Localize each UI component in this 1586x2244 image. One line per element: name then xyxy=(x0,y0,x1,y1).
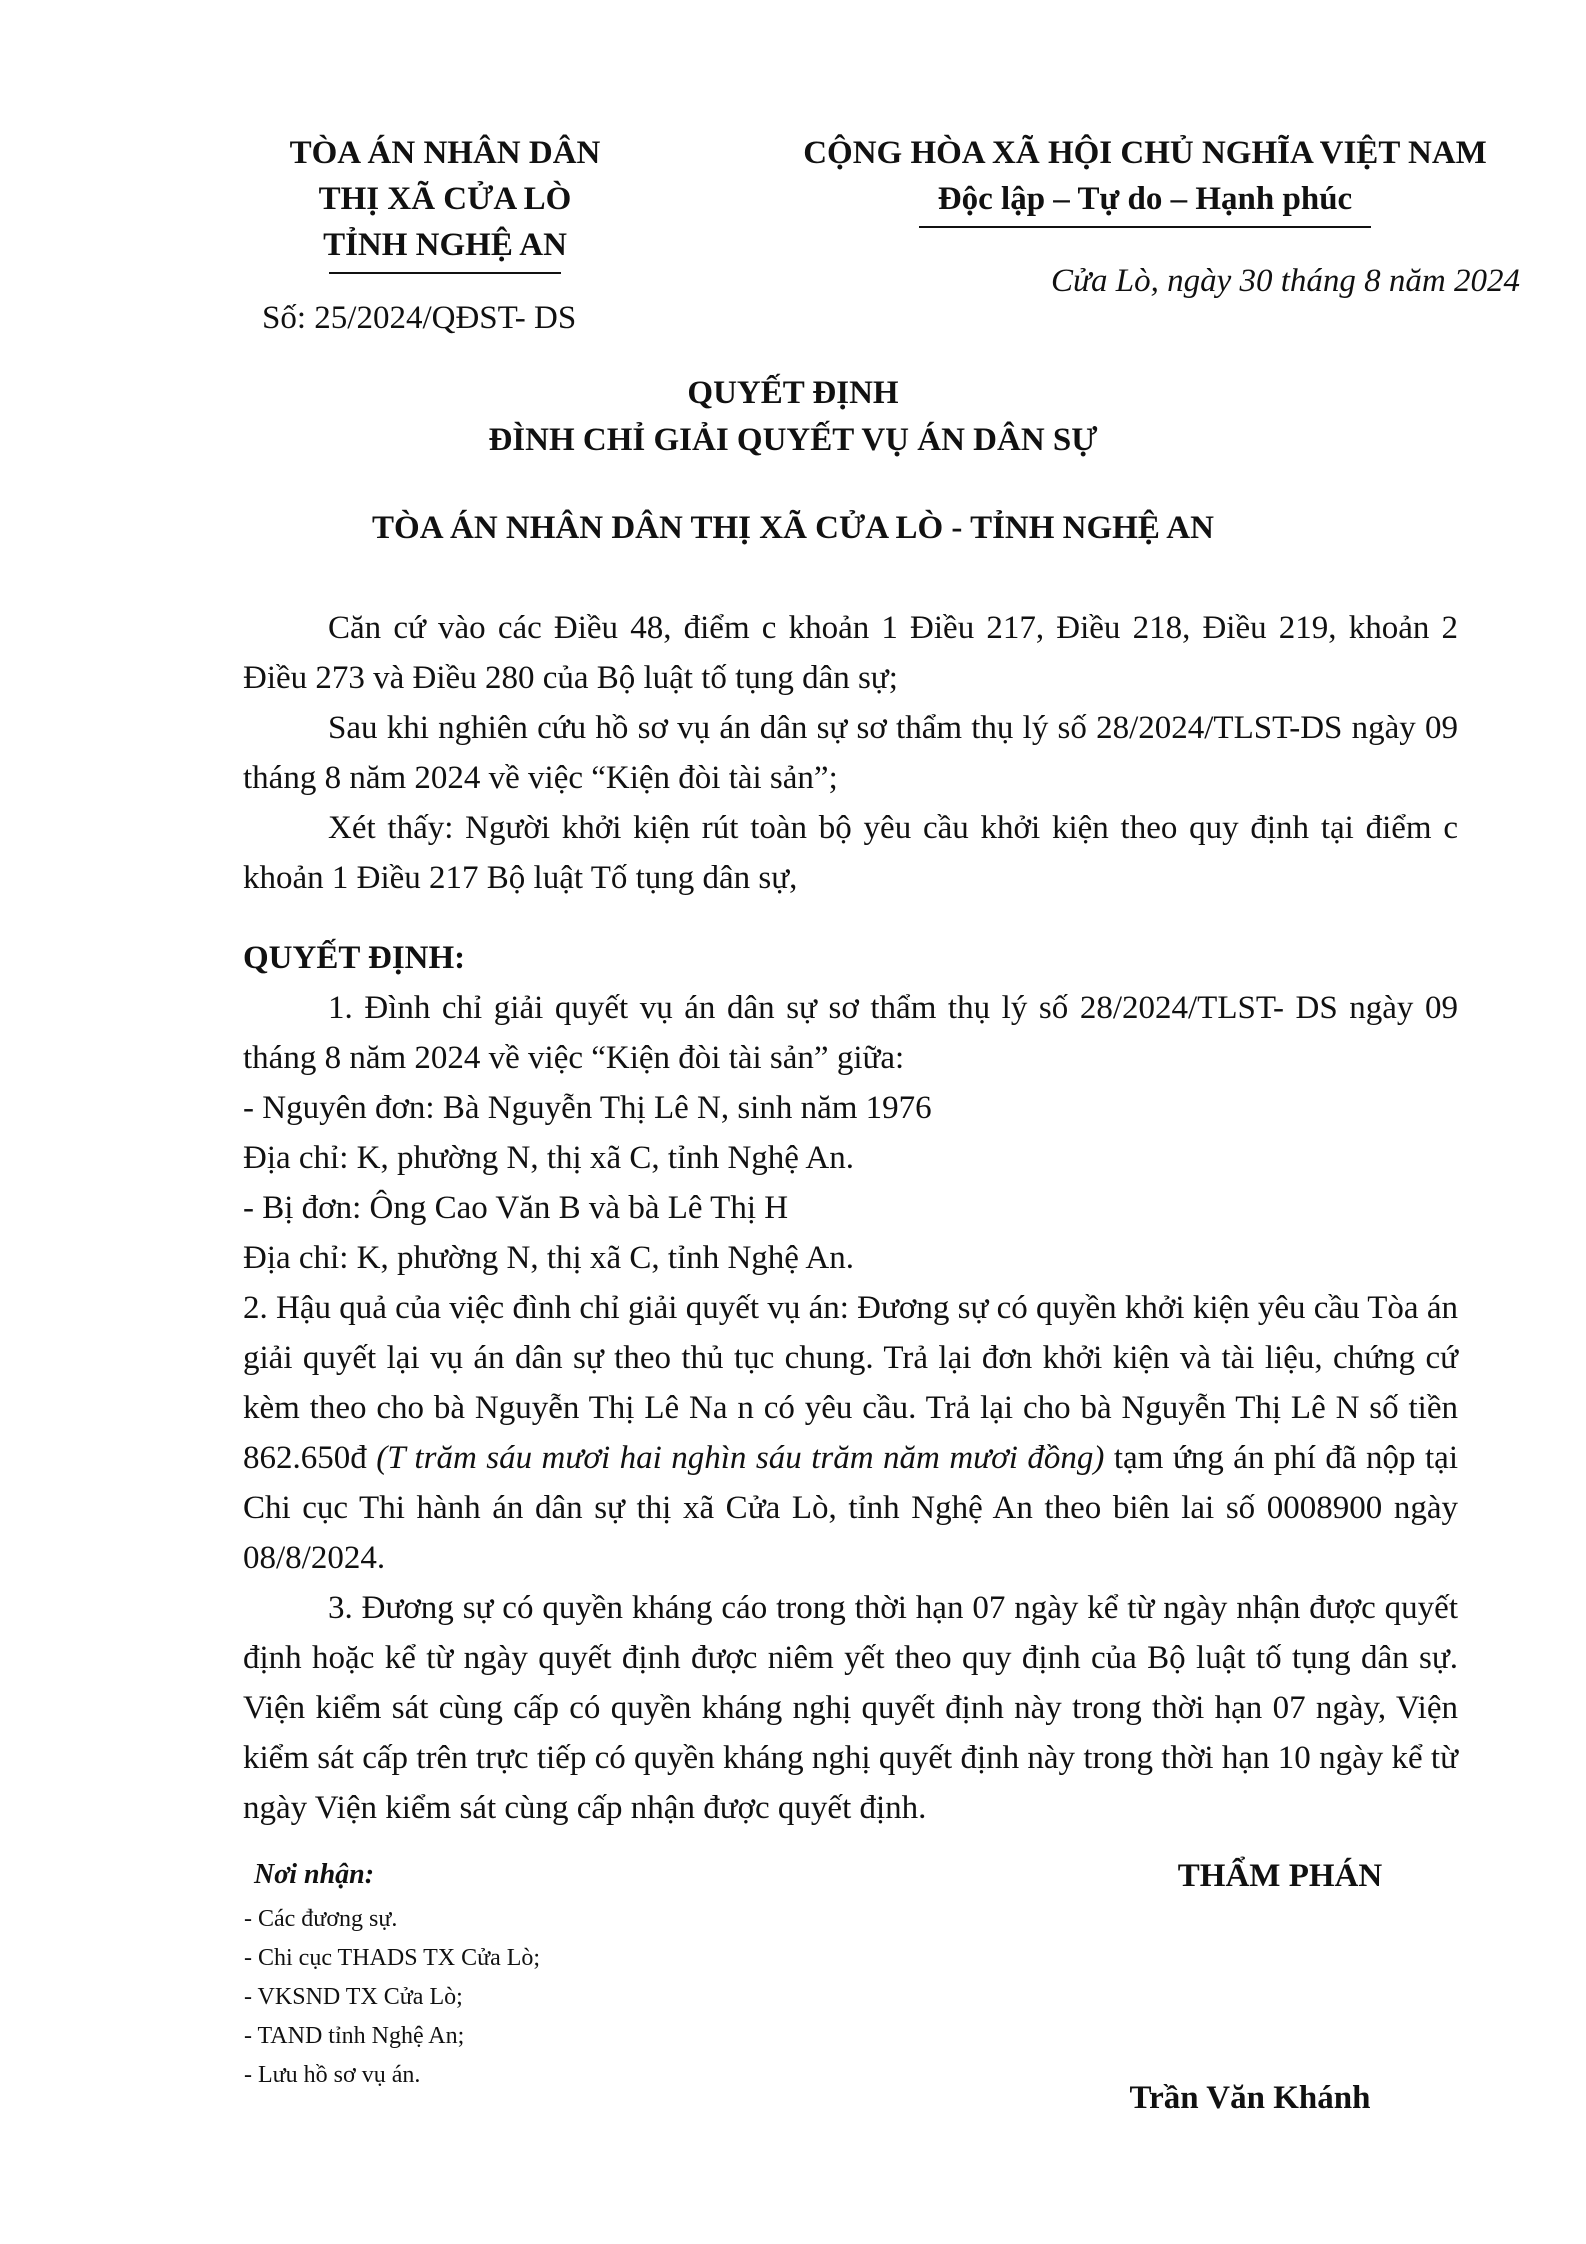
decision-item-2 xyxy=(243,1283,1458,1583)
national-header xyxy=(775,130,1515,228)
recipient-item: - TAND tỉnh Nghệ An; xyxy=(244,2023,465,2049)
defendant-address: Địa chỉ: K, phường N, thị xã C, tỉnh Nghệ An. xyxy=(243,1240,854,1276)
recipients-block xyxy=(244,1855,804,2095)
decision-item-1: 1. Đình chỉ giải quyết vụ án dân sự sơ thẩm thụ lý số 28/2024/TLST- DS ngày 09 tháng 8 năm 2024 về việc “Kiện đòi tài sản” giữa: xyxy=(243,990,1458,1076)
place-date: Cửa Lò, ngày 30 tháng 8 năm 2024 xyxy=(1050,263,1520,299)
recipient-item: - Các đương sự. xyxy=(244,1906,398,1932)
motto-underline xyxy=(919,226,1371,228)
recipient-item: - VKSND TX Cửa Lò; xyxy=(244,1984,463,2010)
court-name-line3: TỈNH NGHỆ AN xyxy=(323,227,567,263)
document-title: QUYẾT ĐỊNH xyxy=(687,375,899,411)
recipients-title: Nơi nhận: xyxy=(254,1859,375,1890)
court-name-line1: TÒA ÁN NHÂN DÂN xyxy=(289,135,601,171)
court-name-line2: THỊ XÃ CỬA LÒ xyxy=(318,181,572,217)
judge-title: THẨM PHÁN xyxy=(1177,1858,1383,1894)
document-body xyxy=(243,603,1458,1833)
document-subtitle: ĐÌNH CHỈ GIẢI QUYẾT VỤ ÁN DÂN SỰ xyxy=(488,422,1098,458)
amount-in-words: (T trăm sáu mươi hai nghìn sáu trăm năm mươi đồng) xyxy=(376,1440,1105,1476)
court-header-underline xyxy=(329,272,561,274)
national-motto: Độc lập – Tự do – Hạnh phúc xyxy=(937,181,1353,217)
decision-item-3: 3. Đương sự có quyền kháng cáo trong thời hạn 07 ngày kể từ ngày nhận được quyết định hoặc kể từ ngày quyết định được niêm yết theo quy định của Bộ luật tố tụng dân sự. Viện kiểm sát cùng cấp có quyền kháng nghị quyết định này trong thời hạn 07 ngày, Viện kiểm sát cấp trên trực tiếp có quyền kháng nghị quyết định này trong thời hạn 10 ngày kể từ ngày Viện kiểm sát cùng cấp nhận được quyết định. xyxy=(243,1590,1458,1826)
recipient-item: - Lưu hồ sơ vụ án. xyxy=(244,2062,421,2088)
decision-item-2-text-b: tạm ứng án phí đã nộp tại Chi cục Thi hành án dân sự thị xã Cửa Lò, tỉnh Nghệ An theo biên lai số 0008900 ngày 08/8/2024. xyxy=(243,1440,1458,1576)
decision-item-2-text-a: 2. Hậu quả của việc đình chỉ giải quyết vụ án: Đương sự có quyền khởi kiện yêu cầu Tòa án giải quyết lại vụ án dân sự theo thủ tục chung. Trả lại đơn khởi kiện và tài liệu, chứng cứ kèm theo cho bà Nguyễn Thị Lê Na n có yêu cầu. Trả lại cho bà Nguyễn Thị Lê N số tiền 862.650đ xyxy=(243,1290,1458,1476)
plaintiff-line: - Nguyên đơn: Bà Nguyễn Thị Lê N, sinh năm 1976 xyxy=(243,1090,932,1126)
legal-basis-paragraph: Căn cứ vào các Điều 48, điểm c khoản 1 Điều 217, Điều 218, Điều 219, khoản 2 Điều 273 và Điều 280 của Bộ luật tố tụng dân sự; xyxy=(243,610,1458,696)
recipient-item: - Chi cục THADS TX Cửa Lò; xyxy=(244,1945,541,1971)
plaintiff-address: Địa chỉ: K, phường N, thị xã C, tỉnh Nghệ An. xyxy=(243,1140,854,1176)
document-number: Số: 25/2024/QĐST- DS xyxy=(262,300,577,336)
court-header xyxy=(230,130,660,274)
issuing-court: TÒA ÁN NHÂN DÂN THỊ XÃ CỬA LÒ - TỈNH NGHỆ AN xyxy=(372,510,1214,546)
case-review-paragraph: Sau khi nghiên cứu hồ sơ vụ án dân sự sơ thẩm thụ lý số 28/2024/TLST-DS ngày 09 tháng 8 năm 2024 về việc “Kiện đòi tài sản”; xyxy=(243,710,1458,796)
decision-heading: QUYẾT ĐỊNH: xyxy=(243,940,466,976)
consideration-paragraph: Xét thấy: Người khởi kiện rút toàn bộ yêu cầu khởi kiện theo quy định tại điểm c khoản 1 Điều 217 Bộ luật Tố tụng dân sự, xyxy=(243,810,1458,896)
judge-name: Trần Văn Khánh xyxy=(1129,2080,1371,2116)
defendant-line: - Bị đơn: Ông Cao Văn B và bà Lê Thị H xyxy=(243,1190,789,1226)
republic-name: CỘNG HÒA XÃ HỘI CHỦ NGHĨA VIỆT NAM xyxy=(803,135,1487,171)
